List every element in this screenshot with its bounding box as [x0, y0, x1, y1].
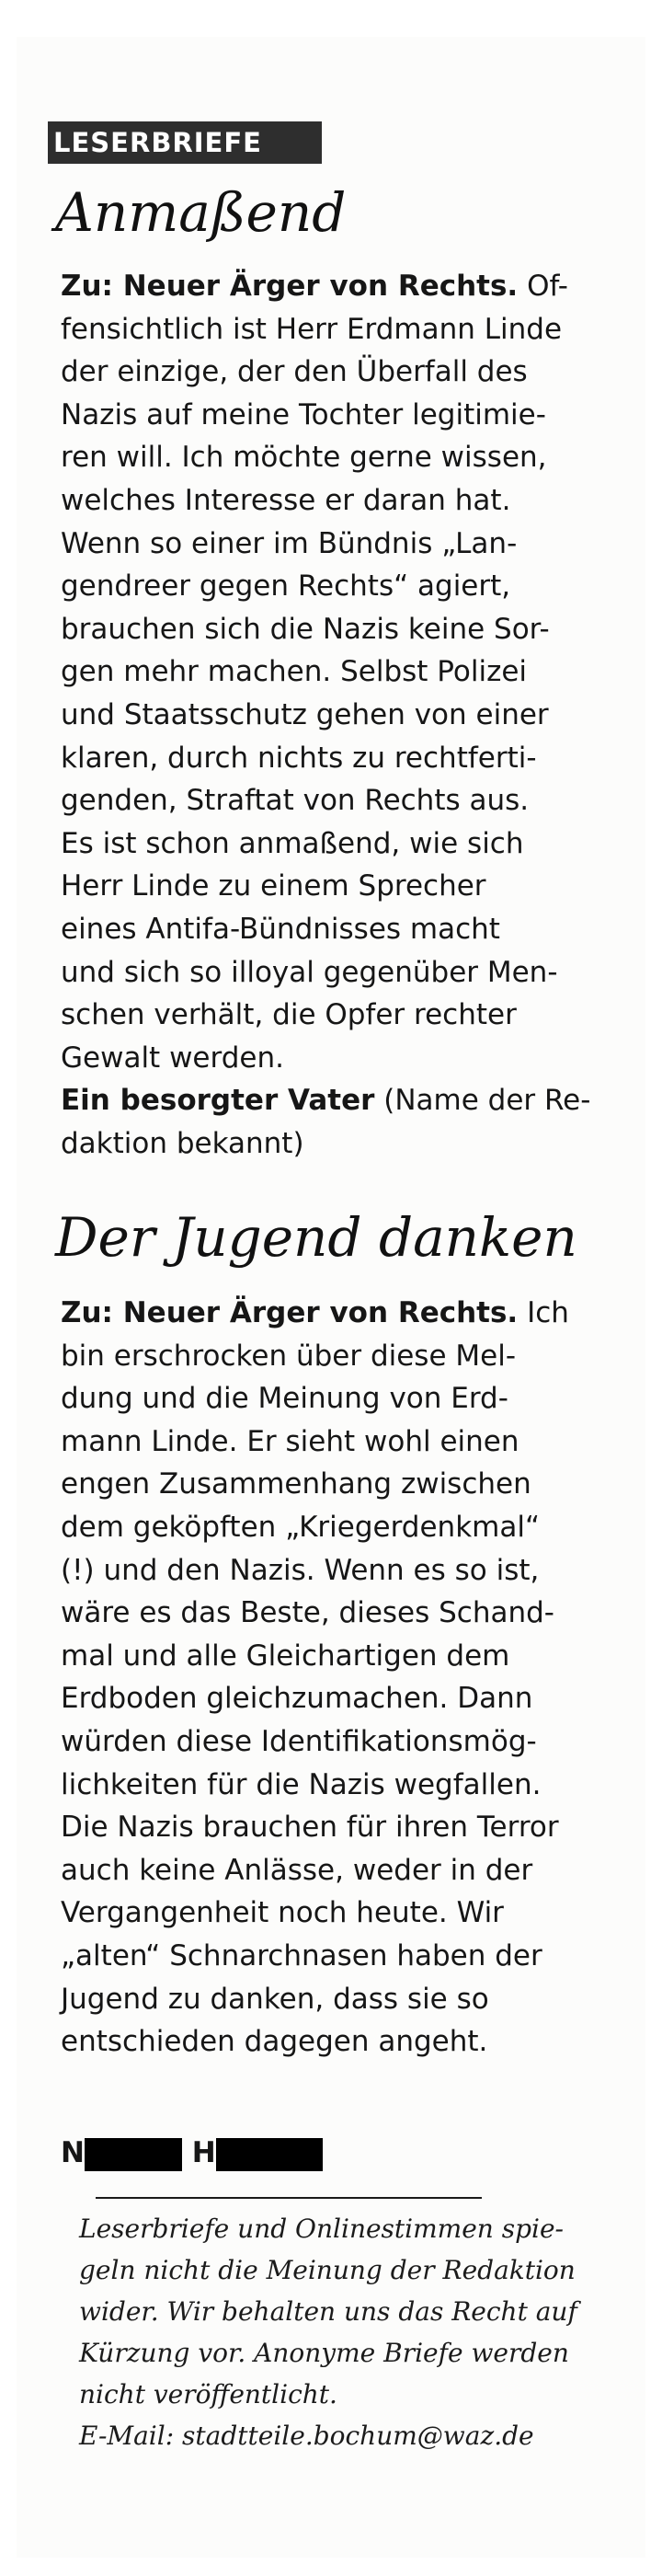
letter1-line: schen verhält, die Opfer rechter	[61, 998, 517, 1032]
letter1-line: ren will. Ich möchte gerne wissen,	[61, 441, 547, 475]
letter1-line-text: Of-	[527, 270, 568, 303]
letter2-line: dem geköpften „Kriegerdenkmal“	[61, 1510, 541, 1544]
letter1-body	[61, 265, 622, 1165]
letter1-line: der einzige, der den Überfall des	[61, 355, 528, 389]
letter2-line: auch keine Anlässe, weder in der	[61, 1853, 533, 1887]
letter2-line	[61, 1292, 622, 1335]
letter1-signature-name: Ein besorgter Vater	[61, 1084, 375, 1118]
letter2-line: „alten“ Schnarchnasen haben der	[61, 1938, 542, 1972]
note-line: geln nicht die Meinung der Redaktion	[79, 2255, 576, 2285]
letter2-line: mann Linde. Er sieht wohl einen	[61, 1424, 519, 1458]
letter1-line: klaren, durch nichts zu rechtferti-	[61, 741, 537, 775]
letter2-line: Vergangenheit noch heute. Wir	[61, 1896, 504, 1930]
letter2-signature	[61, 2134, 323, 2171]
letter1-line: gendreer gegen Rechts“ agiert,	[61, 569, 511, 604]
letter1-reference: Zu: Neuer Ärger von Rechts.	[61, 270, 519, 303]
letter2-line: mal und alle Gleichartigen dem	[61, 1639, 510, 1673]
signature-initial-first: N	[61, 2136, 85, 2169]
letter2-line: Jugend zu danken, dass sie so	[61, 1982, 489, 2016]
letter1-line: gen mehr machen. Selbst Polizei	[61, 655, 528, 689]
editorial-note	[79, 2208, 631, 2456]
letter1-headline: Anmaßend	[55, 181, 347, 244]
letter2-line: entschieden dagegen angeht.	[61, 2025, 488, 2059]
letter1-signature-note-cont: daktion bekannt)	[61, 1126, 304, 1160]
note-line: Kürzung vor. Anonyme Briefe werden	[79, 2338, 569, 2368]
redaction-bar-last	[216, 2138, 323, 2171]
letter1-signature	[61, 1079, 622, 1122]
letter1-line: genden, Straftat von Rechts aus.	[61, 784, 530, 818]
letter2-line: Erdboden gleichzumachen. Dann	[61, 1682, 533, 1716]
redaction-bar-first	[85, 2138, 182, 2171]
letter1-line: und Staatsschutz gehen von einer	[61, 697, 549, 731]
letter2-line-text: Ich	[527, 1296, 569, 1329]
letter1-line: Wenn so einer im Bündnis „Lan-	[61, 526, 518, 560]
letter2-line: würden diese Identifikationsmög-	[61, 1724, 537, 1758]
letter1-signature-note: (Name der Re-	[383, 1084, 591, 1118]
letter1-line	[61, 265, 622, 308]
letter1-line: Nazis auf meine Tochter legitimie-	[61, 397, 546, 431]
divider-rule	[96, 2197, 482, 2199]
note-line: wider. Wir behalten uns das Recht auf	[79, 2296, 577, 2327]
letter2-line: bin erschrocken über diese Mel-	[61, 1339, 517, 1373]
letter2-line: Die Nazis brauchen für ihren Terror	[61, 1811, 559, 1845]
signature-initial-last: H	[191, 2136, 216, 2169]
letter1-line: eines Antifa-Bündnisses macht	[61, 912, 500, 946]
letter1-line: und sich so illoyal gegenüber Men-	[61, 955, 558, 989]
note-line: Leserbriefe und Onlinestimmen spie-	[79, 2214, 565, 2244]
letter2-line: wäre es das Beste, dieses Schand-	[61, 1596, 554, 1630]
letter1-line: Herr Linde zu einem Sprecher	[61, 869, 486, 903]
section-label: LESERBRIEFE	[48, 121, 322, 164]
note-email-line: E-Mail: stadtteile.bochum@waz.de	[79, 2421, 534, 2451]
letter1-line: fensichtlich ist Herr Erdmann Linde	[61, 312, 563, 346]
letter2-body	[61, 1292, 622, 2064]
letter1-line: welches Interesse er daran hat.	[61, 483, 511, 517]
letter1-line: Gewalt werden.	[61, 1041, 284, 1075]
note-line: nicht veröffentlicht.	[79, 2379, 337, 2409]
letter2-line: (!) und den Nazis. Wenn es so ist,	[61, 1553, 540, 1587]
letter1-line: Es ist schon anmaßend, wie sich	[61, 826, 524, 860]
letter2-headline: Der Jugend danken	[55, 1206, 577, 1269]
letter1-line: brauchen sich die Nazis keine Sor-	[61, 612, 550, 646]
letter2-line: lichkeiten für die Nazis wegfallen.	[61, 1767, 542, 1801]
letter2-line: engen Zusammenhang zwischen	[61, 1467, 531, 1501]
letter2-line: dung und die Meinung von Erd-	[61, 1382, 508, 1416]
letter2-reference: Zu: Neuer Ärger von Rechts.	[61, 1296, 519, 1329]
